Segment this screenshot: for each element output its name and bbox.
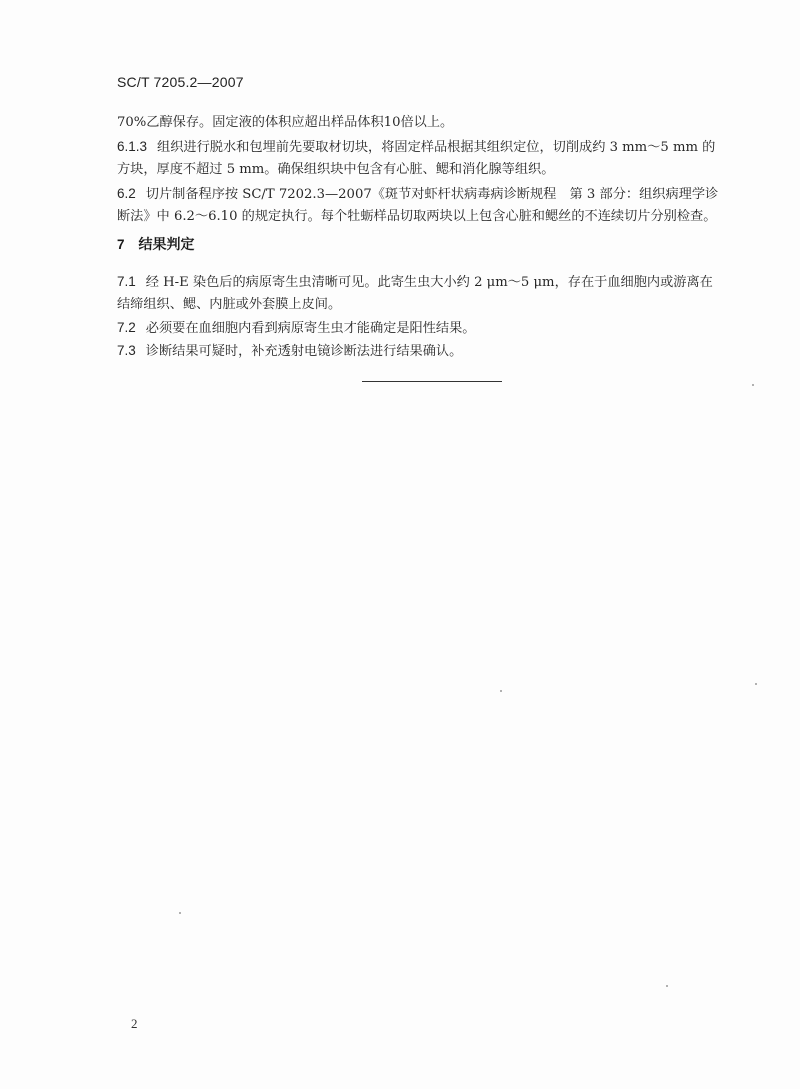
paragraph-continuation: 70%乙醇保存。固定液的体积应超出样品体积10倍以上。 — [117, 115, 454, 130]
clause-text: 诊断结果可疑时，补充透射电镜诊断法进行结果确认。 — [145, 344, 463, 359]
standard-number-header: SC/T 7205.2—2007 — [117, 74, 244, 90]
clause-number: 6.1.3 — [117, 139, 148, 154]
clause-number: 6.2 — [117, 186, 136, 201]
scan-speck — [500, 690, 502, 692]
clause-text: 切片制备程序按 SC/T 7202.3—2007《斑节对虾杆状病毒病诊断规程 第 3 部分：组织病理学诊 — [145, 187, 719, 202]
clause-number: 7.3 — [117, 343, 136, 358]
section-number: 7 — [117, 237, 125, 252]
clause-7-2 — [117, 316, 757, 340]
clause-text: 必须要在血细胞内看到病原寄生虫才能确定是阳性结果。 — [145, 321, 476, 336]
clause-7-1-line-1 — [117, 270, 757, 294]
clause-6-1-3-line-1 — [117, 135, 757, 159]
scan-speck — [752, 384, 754, 386]
clause-number: 7.2 — [117, 320, 136, 335]
clause-6-1-3-line-2: 方块，厚度不超过 5 mm。确保组织块中包含有心脏、鳃和消化腺等组织。 — [117, 162, 555, 177]
clause-text: 经 H-E 染色后的病原寄生虫清晰可见。此寄生虫大小约 2 μm～5 μm，存在于血细胞内或游离在 — [145, 275, 713, 290]
page-number: 2 — [131, 1016, 138, 1031]
scan-speck — [755, 683, 757, 685]
section-7-heading — [117, 234, 195, 254]
clause-6-2-line-2: 断法》中 6.2～6.10 的规定执行。每个牡蛎样品切取两块以上包含心脏和鳃丝的不连续切片分别检查。 — [117, 209, 717, 224]
clause-text: 组织进行脱水和包埋前先要取材切块，将固定样品根据其组织定位，切削成约 3 mm～5 mm 的 — [157, 140, 716, 155]
scan-speck — [666, 985, 668, 987]
scan-speck — [179, 912, 181, 914]
section-title: 结果判定 — [138, 237, 195, 253]
end-of-text-rule — [362, 381, 502, 382]
clause-6-2-line-1 — [117, 182, 757, 206]
clause-7-3 — [117, 339, 757, 363]
clause-number: 7.1 — [117, 274, 136, 289]
clause-7-1-line-2: 结缔组织、鳃、内脏或外套膜上皮间。 — [117, 297, 342, 312]
